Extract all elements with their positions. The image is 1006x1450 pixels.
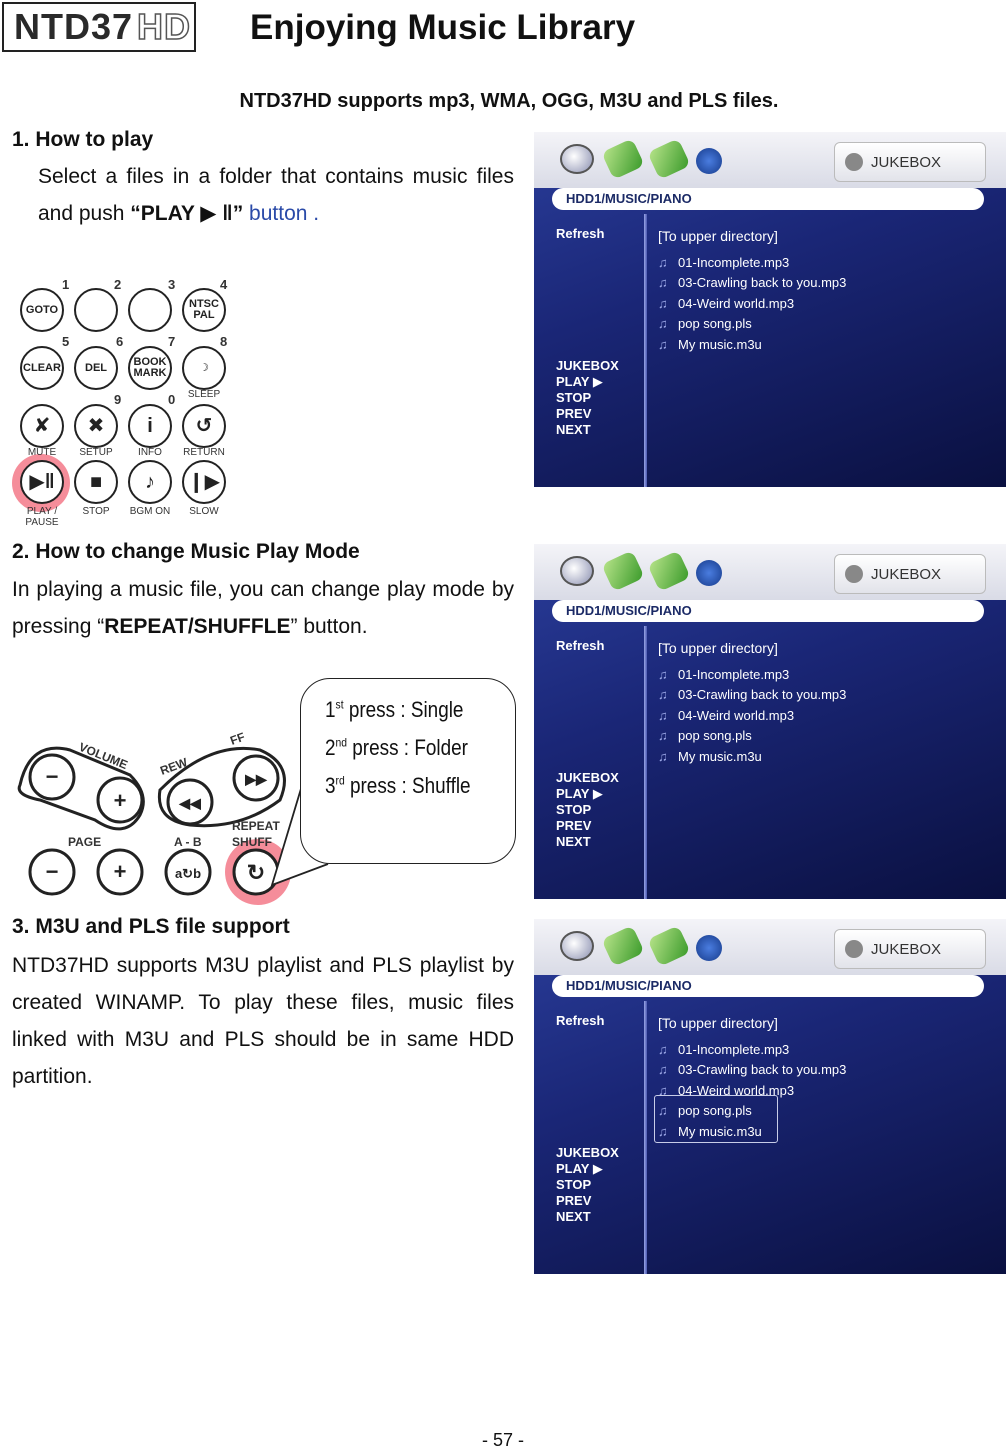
rew-glyph[interactable]: ◀◀ [179,795,201,811]
key-number-label: 4 [220,277,228,292]
menu-play[interactable]: PLAY ▶ [556,786,603,801]
page-subtitle: NTD37HD supports mp3, WMA, OGG, M3U and PLS files. [239,90,779,112]
file-item[interactable]: ♫ 04-Weird world.mp3 [658,294,846,315]
callout-num-2: 2 [325,735,336,760]
section1-text [38,158,514,232]
ntsc-pal-button[interactable]: NTSC PAL [182,288,226,332]
jukebox-button[interactable]: JUKEBOX [834,929,986,969]
page-number: - 57 - [481,1430,524,1450]
callout-line-3 [325,773,471,799]
menu-next[interactable]: NEXT [556,422,591,437]
jukebox-screen-1 [534,132,1006,487]
menu-play[interactable]: PLAY ▶ [556,374,603,389]
key-caption: MUTE [27,447,57,458]
refresh-item[interactable]: Refresh [556,1013,605,1028]
key-number-label: 1 [62,277,70,292]
sleep-button[interactable]: ☽ [182,346,226,390]
hdd-icon [560,144,594,174]
bookmark-button[interactable]: BOOK MARK [128,346,172,390]
clear-button[interactable]: CLEAR [20,346,64,390]
folder-path: HDD1/MUSIC/PIANO [552,188,984,210]
section3-heading: 3. M3U and PLS file support [12,915,290,938]
goto-button[interactable]: GOTO [20,288,64,332]
key-caption: RETURN [183,447,225,458]
jukebox-screen-3 [534,919,1006,1274]
callout-line-1 [325,697,463,723]
volume-minus-glyph[interactable]: − [45,764,59,789]
brand-logo [2,2,196,52]
hdd-icon [560,556,594,586]
folder-path: HDD1/MUSIC/PIANO [552,600,984,622]
section2-heading: 2. How to change Music Play Mode [12,540,360,563]
upper-directory[interactable]: [To upper directory] [658,640,778,656]
menu-next[interactable]: NEXT [556,834,591,849]
screen-divider [644,1001,647,1274]
file-item[interactable]: ♫ 03-Crawling back to you.mp3 [658,273,846,294]
file-list [658,226,846,355]
remote-transport-keys [10,720,310,910]
key-number-label: 9 [114,392,122,407]
page-label: PAGE [68,835,102,849]
key-number-label: 0 [168,392,176,407]
blank-button[interactable] [128,288,172,332]
refresh-item[interactable]: Refresh [556,226,605,241]
play-pause-button[interactable]: ▶‖ [20,460,64,504]
callout-sup-1: st [335,697,344,712]
key-number-label: 7 [168,334,176,349]
mute-button[interactable]: ✘ [20,404,64,448]
menu-jukebox[interactable]: JUKEBOX [556,770,619,785]
logo-text-secondary: HD [137,6,192,47]
screen-divider [644,626,647,899]
section3-text: NTD37HD supports M3U playlist and PLS playlist by created WINAMP. To play these files, music files linked with M3U and PLS should be in same HDD partition. [12,954,514,1088]
volume-label: VOLUME [76,739,130,773]
volume-plus-glyph[interactable]: + [113,788,127,813]
menu-jukebox[interactable]: JUKEBOX [556,1145,619,1160]
shuffle-label: SHUFF [232,835,272,849]
menu-next[interactable]: NEXT [556,1209,591,1224]
menu-prev[interactable]: PREV [556,406,592,421]
file-item[interactable]: ♫ 01-Incomplete.mp3 [658,253,846,274]
blank-button[interactable] [74,288,118,332]
stop-button[interactable]: ■ [74,460,118,504]
del-button[interactable]: DEL [74,346,118,390]
callout-sup-3: rd [335,773,345,788]
callout-sup-2: nd [335,735,348,750]
upper-directory[interactable]: [To upper directory] [658,1015,778,1031]
callout-text-2: press : Folder [347,735,468,760]
section1-text-b: button . [243,202,320,225]
file-item[interactable]: ♫ My music.m3u [658,335,846,356]
page-minus-glyph[interactable]: − [45,859,59,884]
ff-label: FF [228,729,247,748]
file-item[interactable]: ♫ 03-Crawling back to you.mp3 [658,1060,846,1081]
key-caption: SETUP [79,447,113,458]
ab-repeat-glyph[interactable]: a↻b [174,866,202,881]
ff-glyph[interactable]: ▶▶ [245,771,267,787]
bgm-on-button[interactable]: ♪ [128,460,172,504]
info-button[interactable]: i [128,404,172,448]
section2-text [12,571,514,645]
key-caption: INFO [138,447,162,458]
jukebox-button[interactable]: JUKEBOX [834,554,986,594]
file-item[interactable]: ♫ My music.m3u [658,1122,846,1143]
setup-button[interactable]: ✖ [74,404,118,448]
key-number-label: 3 [168,277,176,292]
section2-text-a: In playing a music file, you can change play mode by pressing “ [12,578,514,638]
menu-stop[interactable]: STOP [556,390,592,405]
play-mode-callout [300,678,516,864]
page-title: Enjoying Music Library [250,8,636,47]
refresh-item[interactable]: Refresh [556,638,605,653]
file-item[interactable]: ♫ pop song.pls [658,726,846,747]
file-list [658,638,846,767]
slow-button[interactable]: ❙▶ [182,460,226,504]
file-item[interactable]: ♫ 01-Incomplete.mp3 [658,665,846,686]
file-item[interactable]: ♫ 03-Crawling back to you.mp3 [658,685,846,706]
callout-num-3: 3 [325,773,336,798]
callout-text-1: press : Single [343,697,464,722]
hdd-icon [560,931,594,961]
section1-text-bold: “PLAY ▶ ‖” [130,202,244,225]
file-item[interactable]: ♫ 04-Weird world.mp3 [658,1081,846,1102]
file-item[interactable]: ♫ pop song.pls [658,1101,846,1122]
key-caption: STOP [82,506,110,517]
key-number-label: 5 [62,334,70,349]
key-number-label: 8 [220,334,228,349]
side-menu [556,770,619,850]
folder-path: HDD1/MUSIC/PIANO [552,975,984,997]
file-item[interactable]: ♫ 01-Incomplete.mp3 [658,1040,846,1061]
key-caption: PLAY / PAUSE [25,506,59,528]
menu-stop[interactable]: STOP [556,802,592,817]
ab-label: A - B [174,835,202,849]
upper-directory[interactable]: [To upper directory] [658,228,778,244]
menu-prev[interactable]: PREV [556,818,592,833]
jukebox-screen-2 [534,544,1006,899]
key-caption: SLOW [189,506,219,517]
callout-text-3: press : Shuffle [344,773,471,798]
callout-line-2 [325,735,468,761]
menu-prev[interactable]: PREV [556,1193,592,1208]
file-item[interactable]: ♫ pop song.pls [658,314,846,335]
section1-text-a: Select a files in a folder that contains music files and push [38,165,514,225]
section1-heading: 1. How to play [12,128,154,151]
network-icon [696,935,722,961]
network-icon [696,560,722,586]
jukebox-button[interactable]: JUKEBOX [834,142,986,182]
key-caption: BGM ON [129,506,171,517]
menu-stop[interactable]: STOP [556,1177,592,1192]
callout-num-1: 1 [325,697,336,722]
file-item[interactable]: ♫ 04-Weird world.mp3 [658,706,846,727]
page-plus-glyph[interactable]: + [113,859,127,884]
side-menu [556,1145,619,1225]
screen-divider [644,214,647,487]
network-icon [696,148,722,174]
menu-jukebox[interactable]: JUKEBOX [556,358,619,373]
logo-text-primary: NTD37 [14,6,134,47]
key-number-label: 6 [116,334,124,349]
section2-text-bold: REPEAT/SHUFFLE [104,615,291,638]
file-item[interactable]: ♫ My music.m3u [658,747,846,768]
key-number-label: 2 [114,277,122,292]
section2-text-b: ” button. [290,615,368,638]
menu-play[interactable]: PLAY ▶ [556,1161,603,1176]
key-caption: SLEEP [187,389,221,400]
return-button[interactable]: ↺ [182,404,226,448]
playlist-selection-box [654,1095,778,1143]
rew-label: REW [158,755,190,778]
repeat-shuffle-glyph[interactable]: ↻ [246,860,266,885]
side-menu [556,358,619,438]
repeat-label: REPEAT [232,819,280,833]
